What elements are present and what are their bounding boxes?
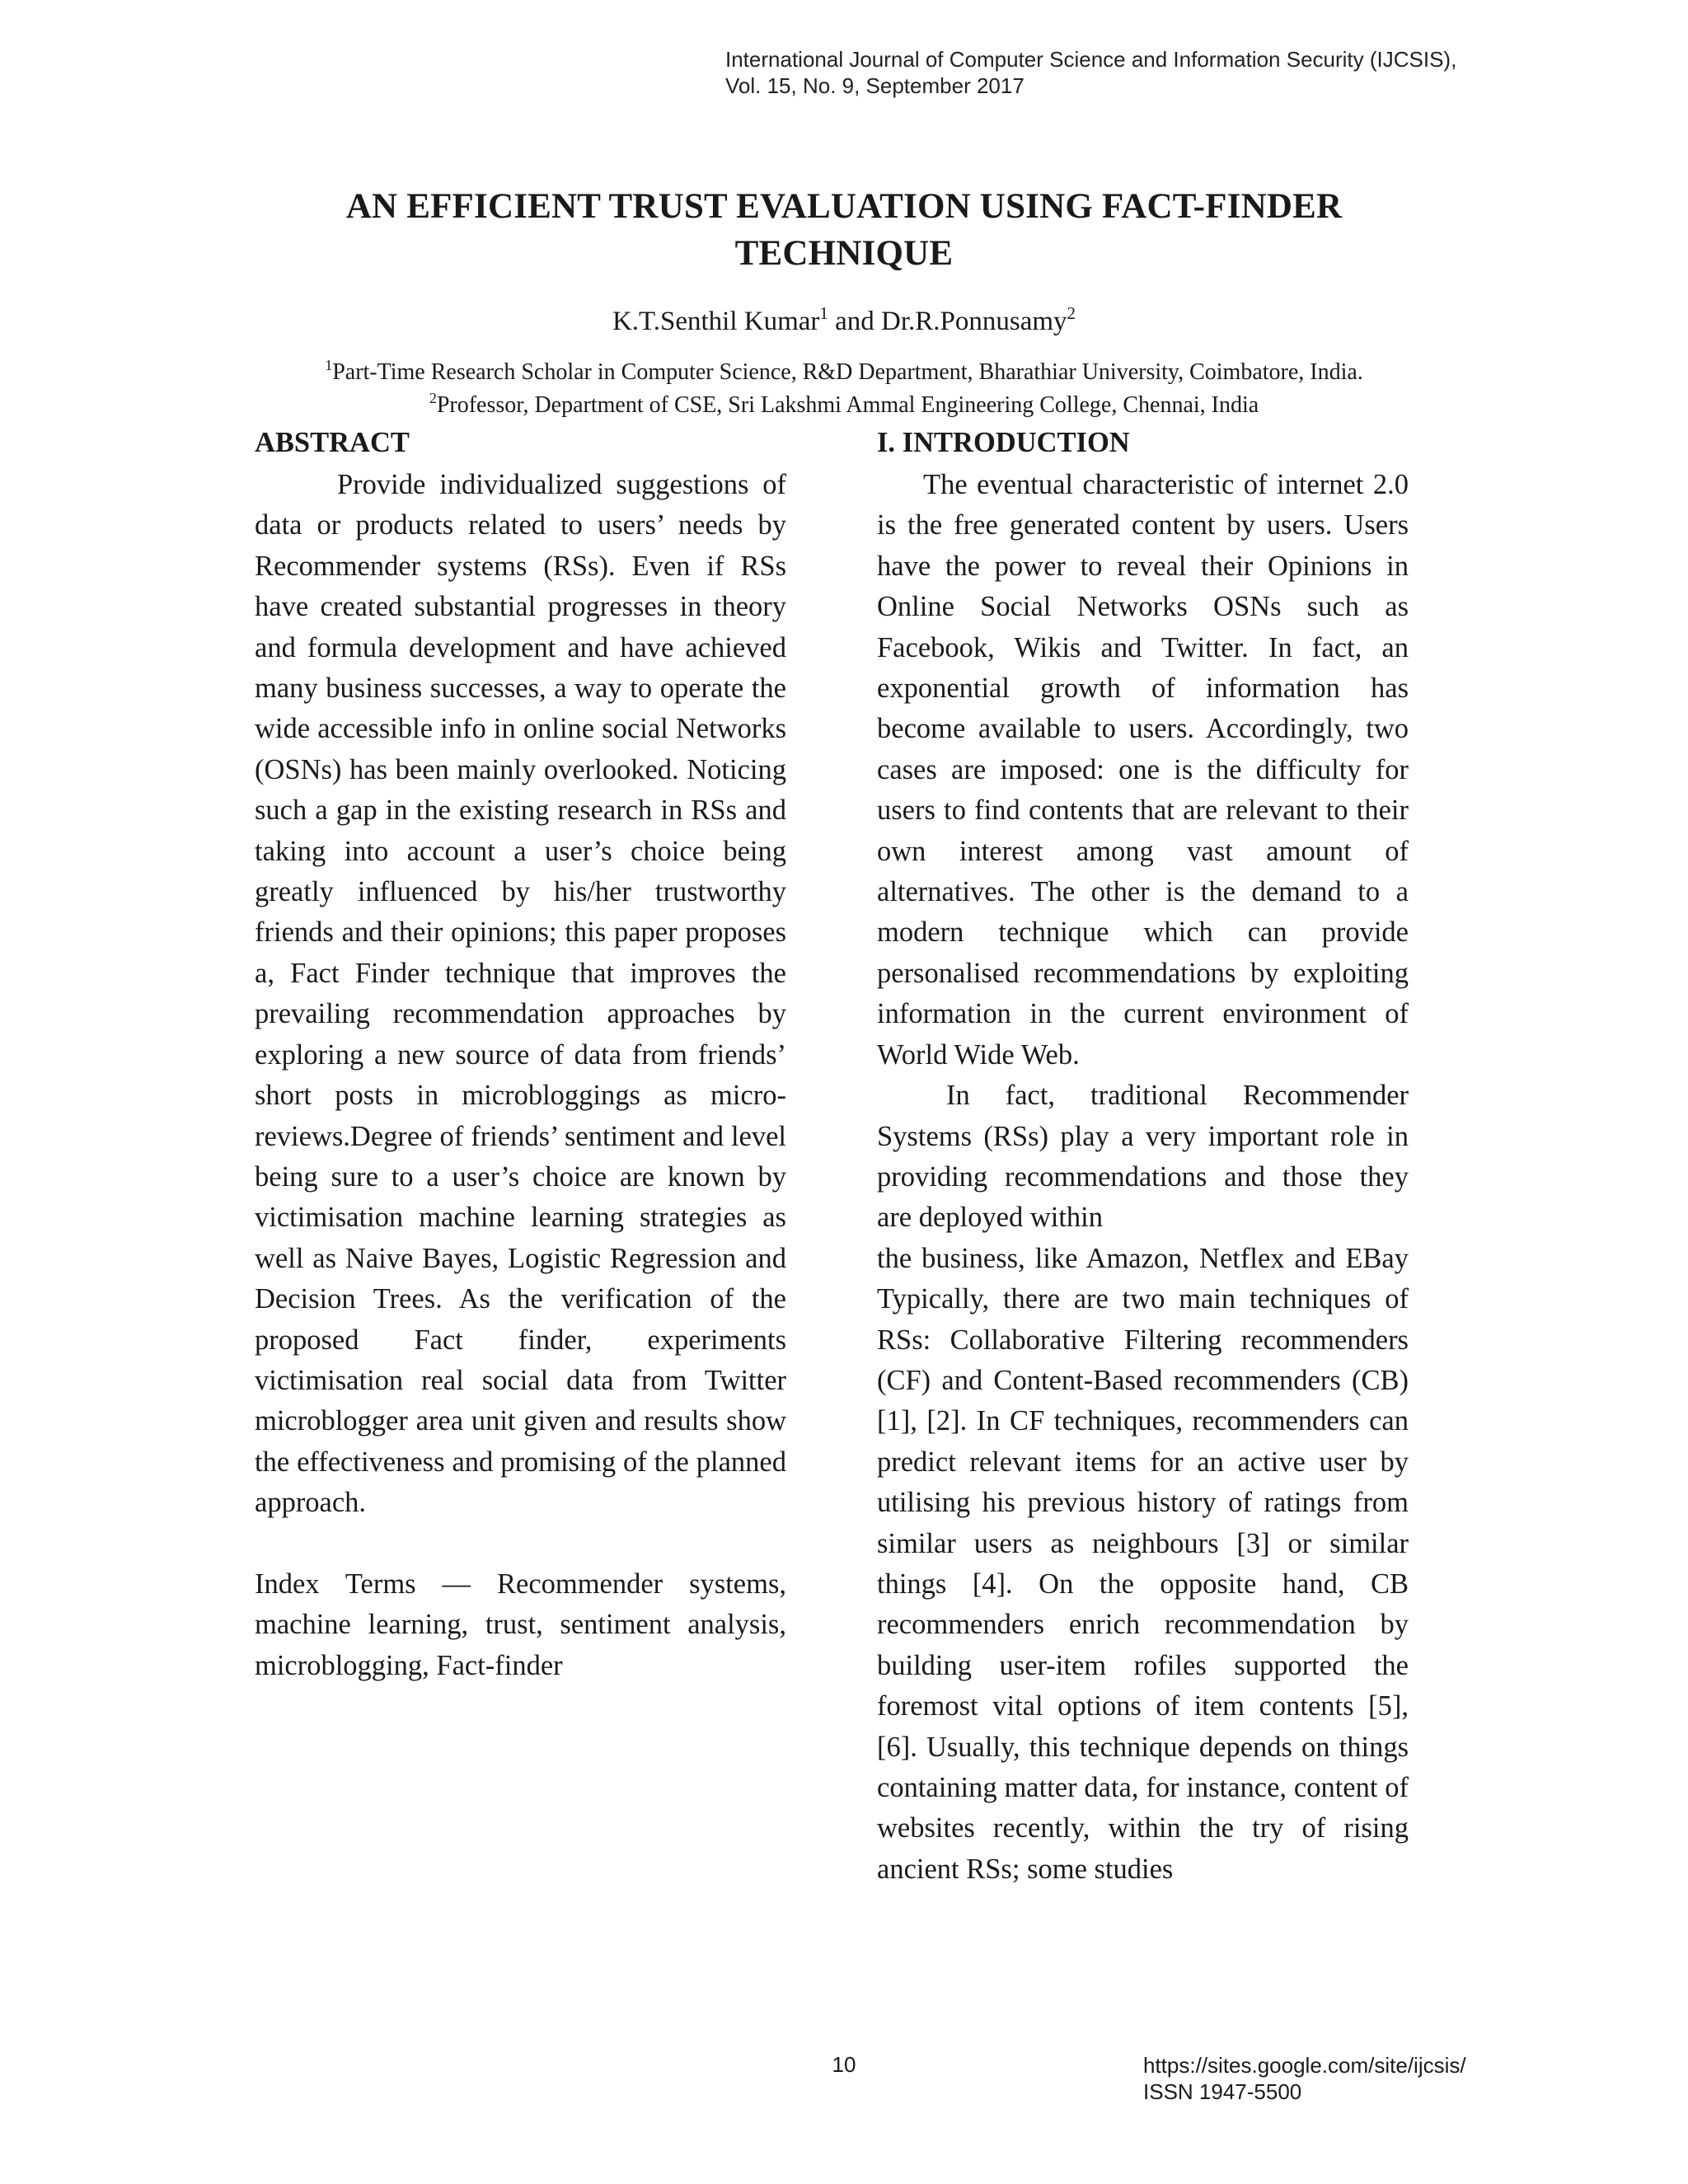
author-2-affil-mark: 2: [1067, 303, 1076, 323]
affiliation-1: [0, 359, 1688, 387]
paper-title: [0, 183, 1688, 277]
journal-url: https://sites.google.com/site/ijcsis/: [1143, 2053, 1466, 2078]
index-terms: Index Terms — Recommender systems, machine learning, trust, sentiment analysis, microblogging, Fact-finder: [255, 1568, 786, 1681]
author-1: K.T.Senthil Kumar: [612, 307, 820, 336]
title-line-2: TECHNIQUE: [734, 234, 954, 273]
journal-header: [725, 46, 1456, 99]
introduction-paragraph-1: The eventual characteristic of internet 2.0 is the free generated content by users. Users have the power to reveal their Opinions in Online Social Networks OSNs such as Facebook, Wikis and Twitter. In fact, an exponential growth of information has become available to users. Accordingly, two cases are imposed: one is the difficulty for users to find contents that are relevant to their own interest among vast amount of alternatives. The other is the demand to a modern technique which can provide personalised recommendations by exploiting information in the current environment of World Wide Web.: [877, 469, 1409, 1071]
affiliation-2-mark: 2: [429, 390, 437, 406]
abstract-heading: ABSTRACT: [255, 427, 410, 458]
author-1-affil-mark: 1: [819, 303, 828, 323]
introduction-column: [877, 425, 1409, 1890]
paragraph-gap: [255, 1524, 786, 1564]
introduction-paragraph-2-cont: the business, like Amazon, Netflex and EBay Typically, there are two main techniques of RSs: Collaborative Filtering recommenders (CF) and Content-Based recommenders (CB) [1], [2]. In CF techniques, recommenders can predict relevant items for an active user by utilising his previous history of ratings from similar users as neighbours [3] or similar things [4]. On the opposite hand, CB recommenders enrich recommendation by building user-item rofiles supported the foremost vital options of item contents [5], [6]. Usually, this technique depends on things containing matter data, for instance, content of websites recently, within the try of rising ancient RSs; some studies: [877, 1242, 1409, 1885]
introduction-heading: I. INTRODUCTION: [877, 427, 1130, 458]
footer-info: [1143, 2052, 1466, 2105]
affiliation-2: [0, 391, 1688, 419]
page-number: 10: [832, 2052, 856, 2077]
title-line-1: AN EFFICIENT TRUST EVALUATION USING FACT-FINDER: [345, 187, 1343, 226]
abstract-column: [255, 425, 786, 1686]
author-list: [0, 305, 1688, 338]
journal-volume: Vol. 15, No. 9, September 2017: [725, 73, 1025, 98]
author-connector: and Dr.R.Ponnusamy: [828, 307, 1067, 336]
journal-name: International Journal of Computer Science and Information Security (IJCSIS),: [725, 47, 1457, 72]
introduction-paragraph-2-start: In fact, traditional Recommender Systems (RSs) play a very important role in providing recommendations and those they are deployed within: [877, 1080, 1409, 1234]
affiliation-1-mark: 1: [325, 357, 333, 373]
abstract-body: Provide individualized suggestions of data or products related to users’ needs by Recommender systems (RSs). Even if RSs have created substantial progresses in theory and formula development and have achieved many business successes, a way to operate the wide accessible info in online social Networks (OSNs) has been mainly overlooked. Noticing such a gap in the existing research in RSs and taking into account a user’s choice being greatly influenced by his/her trustworthy friends and their opinions; this paper proposes a, Fact Finder technique that improves the prevailing recommendation approaches by exploring a new source of data from friends’ short posts in microbloggings as micro-reviews.Degree of friends’ sentiment and level being sure to a user’s choice are known by victimisation machine learning strategies as well as Naive Bayes, Logistic Regression and Decision Trees. As the verification of the proposed Fact finder, experiments victimisation real social data from Twitter microblogger area unit given and results show the effectiveness and promising of the planned approach.: [255, 469, 786, 1519]
journal-issn: ISSN 1947-5500: [1143, 2079, 1302, 2104]
affiliation-2-text: Professor, Department of CSE, Sri Lakshmi Ammal Engineering College, Chennai, India: [436, 392, 1259, 418]
affiliation-1-text: Part-Time Research Scholar in Computer Science, R&D Department, Bharathiar University, Coimbatore, India.: [332, 359, 1363, 385]
